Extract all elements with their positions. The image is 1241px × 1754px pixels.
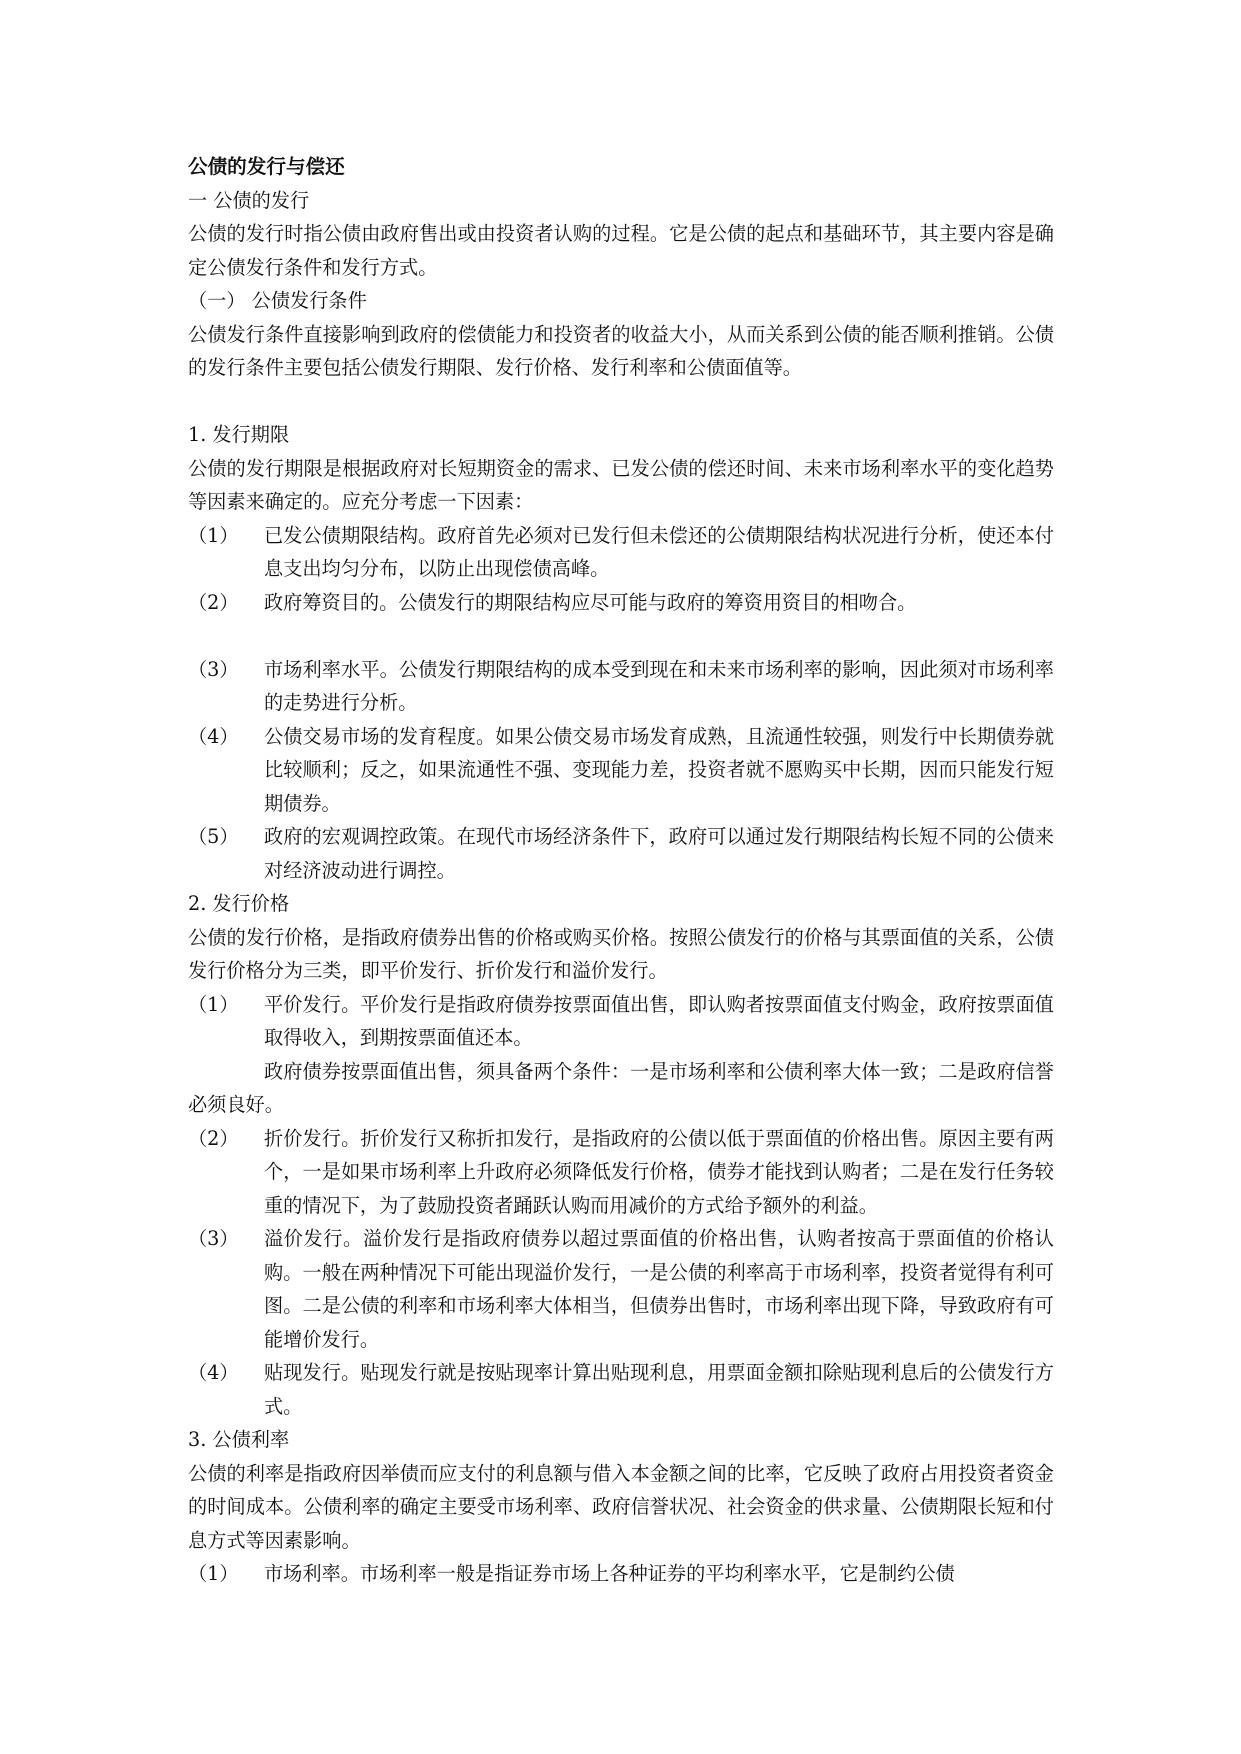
list-number: （2） — [188, 1126, 239, 1150]
list-number: （1） — [188, 992, 239, 1016]
list-item — [188, 820, 1054, 887]
list-number: （5） — [188, 825, 239, 848]
paragraph-rate-intro: 公债的利率是指政府因举债而应支付的利息额与借入本金额之间的比率，它反映了政府占用投资者资金的时间成本。公债利率的确定主要受市场利率、政府信誉状况、社会资金的供求量、公债期限长短和付息方式等因素影响。 — [188, 1461, 1054, 1552]
paragraph-issuance-intro: 公债的发行时指公债由政府售出或由投资者认购的过程。它是公债的起点和基础环节，其主要内容是确定公债发行条件和发行方式。 — [188, 222, 1054, 279]
list-item — [188, 586, 1054, 620]
list-number: （1） — [188, 523, 239, 547]
paragraph-price-intro: 公债的发行价格，是指政府债券出售的价格或购买价格。按照公债发行的价格与其票面值的关系，公债发行价格分为三类，即平价发行、折价发行和溢价发行。 — [188, 925, 1054, 982]
list-text: 公债交易市场的发育程度。如果公债交易市场发育成熟，且流通性较强，则发行中长期债券就比较顺利；反之，如果流通性不强、变现能力差，投资者就不愿购买中长期，因而只能发行短期债券。 — [264, 724, 1054, 815]
blank-line — [188, 619, 1054, 653]
heading-bond-rate: 3. 公债利率 — [188, 1428, 290, 1451]
document-title: 公债的发行与偿还 — [188, 155, 345, 178]
list-item — [188, 1557, 1054, 1591]
paragraph-term-intro: 公债的发行期限是根据政府对长短期资金的需求、已发公债的偿还时间、未来市场利率水平的变化趋势等因素来确定的。应充分考虑一下因素： — [188, 456, 1054, 513]
list-text: 市场利率。市场利率一般是指证券市场上各种证券的平均利率水平，它是制约公债 — [264, 1562, 955, 1585]
section-heading-issuance: 一 公债的发行 — [188, 188, 310, 212]
list-item — [188, 1222, 1054, 1356]
list-item — [188, 653, 1054, 720]
list-text: 贴现发行。贴现发行就是按贴现率计算出贴现利息，用票面金额扣除贴现利息后的公债发行方式。 — [264, 1361, 1054, 1418]
paragraph-conditions-intro: 公债发行条件直接影响到政府的偿债能力和投资者的收益大小，从而关系到公债的能否顺利推销。公债的发行条件主要包括公债发行期限、发行价格、发行利率和公债面值等。 — [188, 322, 1054, 379]
list-text: 市场利率水平。公债发行期限结构的成本受到现在和未来市场利率的影响，因此须对市场利率的走势进行分析。 — [264, 657, 1054, 714]
heading-issue-price: 2. 发行价格 — [188, 892, 290, 915]
list-item — [188, 519, 1054, 586]
list-number: （1） — [188, 1562, 239, 1585]
heading-issue-term: 1. 发行期限 — [188, 423, 290, 446]
list-item — [188, 1122, 1054, 1223]
list-number: （3） — [188, 1227, 239, 1250]
list-text: 折价发行。折价发行又称折扣发行，是指政府的公债以低于票面值的价格出售。原因主要有两个，一是如果市场利率上升政府必须降低发行价格，债券才能找到认购者；二是在发行任务较重的情况下，为了鼓励投资者踊跃认购而用减价的方式给予额外的利益。 — [264, 1126, 1054, 1217]
list-number: （2） — [188, 590, 239, 614]
list-text: 政府的宏观调控政策。在现代市场经济条件下，政府可以通过发行期限结构长短不同的公债来对经济波动进行调控。 — [264, 825, 1054, 882]
subsection-heading-conditions: （一） 公债发行条件 — [188, 289, 367, 312]
list-number: （3） — [188, 657, 239, 681]
list-text: 溢价发行。溢价发行是指政府债券以超过票面值的价格出售，认购者按高于票面值的价格认购。一般在两种情况下可能出现溢价发行，一是公债的利率高于市场利率，投资者觉得有利可图。二是公债的利率和市场利率大体相当，但债券出售时，市场利率出现下降，导致政府有可能增价发行。 — [264, 1227, 1054, 1351]
list-text: 平价发行。平价发行是指政府债券按票面值出售，即认购者按票面值支付购金，政府按票面值取得收入，到期按票面值还本。 — [264, 992, 1054, 1049]
list-item — [188, 988, 1054, 1055]
list-text: 已发公债期限结构。政府首先必须对已发行但未偿还的公债期限结构状况进行分析，使还本付息支出均匀分布，以防止出现偿债高峰。 — [264, 523, 1054, 580]
paragraph-par-conditions: 政府债券按票面值出售，须具备两个条件：一是市场利率和公债利率大体一致；二是政府信誉必须良好。 — [188, 1059, 1054, 1116]
list-item — [188, 720, 1054, 821]
list-number: （4） — [188, 724, 239, 748]
blank-line — [188, 385, 1054, 419]
list-number: （4） — [188, 1361, 239, 1384]
list-text: 政府筹资目的。公债发行的期限结构应尽可能与政府的筹资用资目的相吻合。 — [264, 590, 917, 614]
list-item — [188, 1356, 1054, 1423]
document-page — [188, 150, 1054, 1591]
